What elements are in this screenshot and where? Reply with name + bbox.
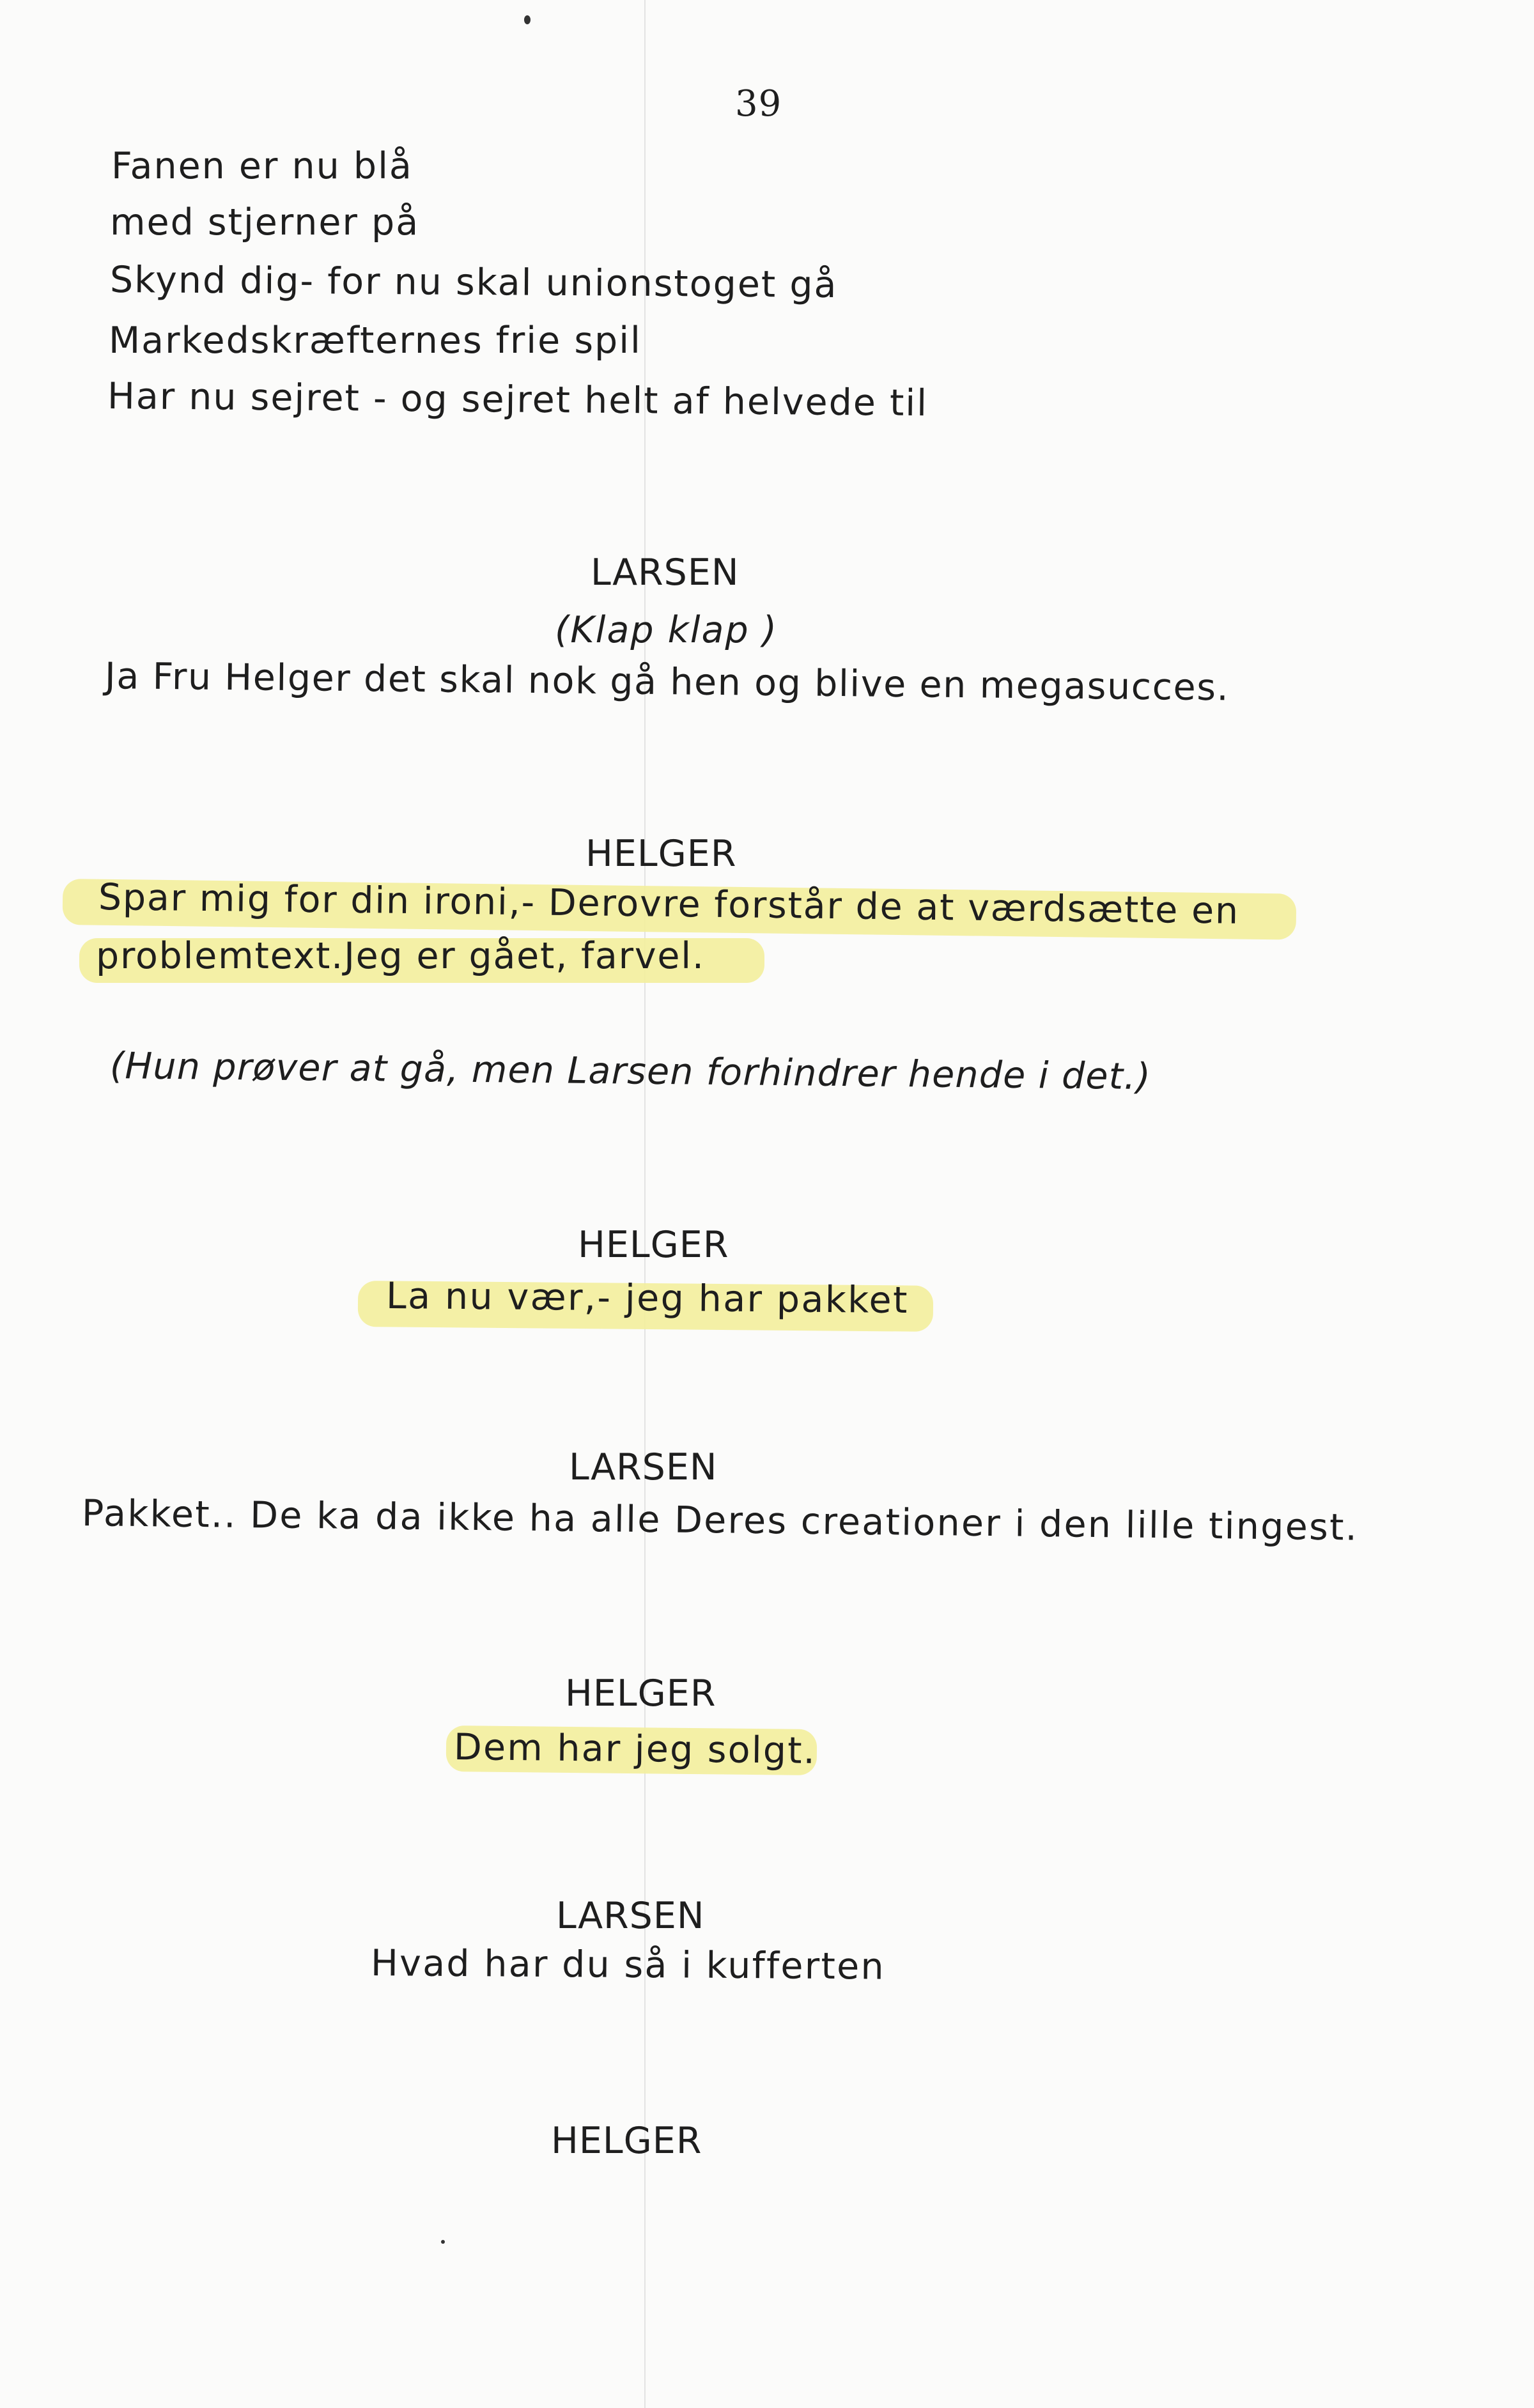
dialogue-line: problemtext.Jeg er gået, farvel. (96, 935, 705, 977)
speaker-name: LARSEN (591, 552, 740, 594)
dialogue-line: Pakket.. De ka da ikke ha alle Deres creationer i den lille tingest. (81, 1492, 1359, 1549)
verse-line: Fanen er nu blå (111, 145, 413, 187)
scan-fold-line (644, 0, 646, 2408)
stage-direction: (Hun prøver at gå, men Larsen forhindrer hende i det.) (109, 1045, 1152, 1099)
dialogue-line: La nu vær,- jeg har pakket (385, 1275, 910, 1322)
dialogue-line: Hvad har du så i kufferten (370, 1942, 886, 1988)
verse-line: med stjerner på (110, 201, 420, 243)
ink-speck (524, 15, 531, 24)
dialogue-line: Ja Fru Helger det skal nok gå hen og blive en megasucces. (104, 655, 1230, 709)
verse-line: Markedskræfternes frie spil (109, 320, 642, 362)
verse-line: Skynd dig- for nu skal unionstoget gå (109, 259, 838, 306)
page-number: 39 (735, 83, 782, 125)
speaker-name: HELGER (578, 1224, 729, 1266)
speaker-name: HELGER (565, 1672, 717, 1715)
speaker-name: LARSEN (556, 1895, 705, 1937)
dialogue-line: Spar mig for din ironi,- Derovre forstår de at værdsætte en (98, 876, 1240, 932)
speaker-name: HELGER (551, 2120, 702, 2162)
ink-speck (441, 2240, 445, 2244)
verse-line: Har nu sejret - og sejret helt af helvede til (107, 375, 929, 425)
speaker-name: HELGER (585, 833, 737, 875)
dialogue-line: Dem har jeg solgt. (453, 1726, 817, 1772)
stage-direction: (Klap klap ) (555, 609, 778, 651)
speaker-name: LARSEN (569, 1446, 718, 1488)
